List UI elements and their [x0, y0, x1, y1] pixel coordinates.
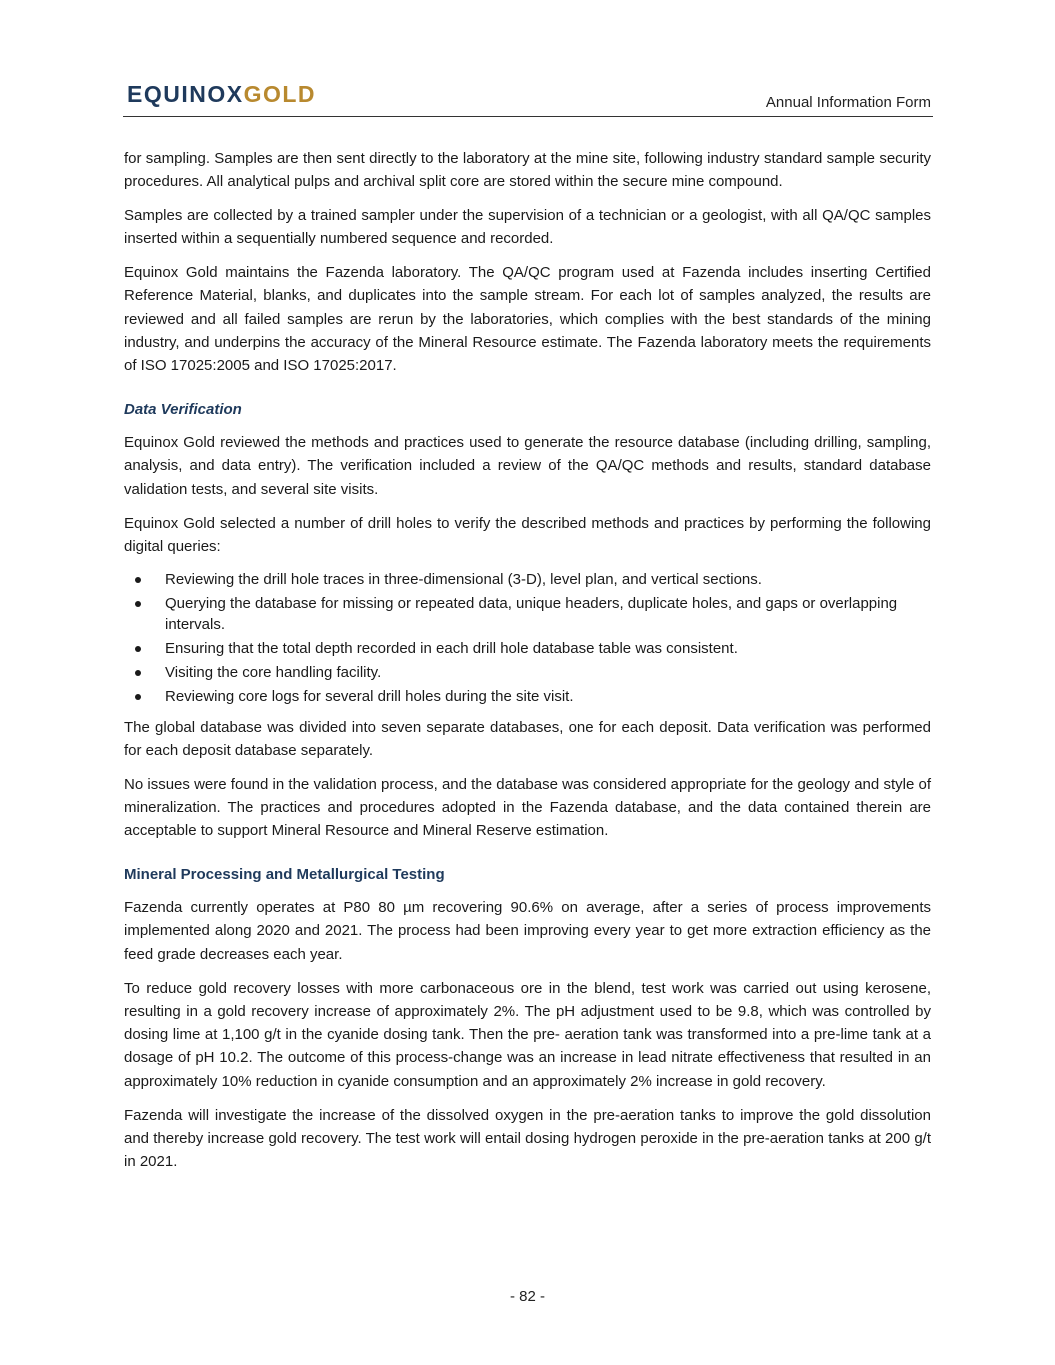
logo-text-part1: EQUINOX	[127, 81, 244, 107]
paragraph: Equinox Gold reviewed the methods and practices used to generate the resource database (including drilling, sampling, analysis, and data entry). The verification included a review of the QA/QC methods and results, standard database validation tests, and several site visits.	[124, 434, 931, 498]
list-item-text: Reviewing the drill hole traces in three-dimensional (3-D), level plan, and vertical sections.	[165, 570, 762, 588]
paragraph: The global database was divided into seven separate databases, one for each deposit. Data verification was performed for each deposit database separately.	[124, 718, 931, 759]
bullet-icon	[135, 577, 141, 583]
paragraph: To reduce gold recovery losses with more carbonaceous ore in the blend, test work was carried out using kerosene, resulting in a gold recovery increase of approximately 2%. The pH adjustment used to be 9.8, which was controlled by dosing lime at 1,100 g/t in the cyanide dosing tank. Then the pre- aeration tank was transformed into a pre-lime tank at a dosage of pH 10.2. The outcome of this process-change was an increase in lead nitrate effectiveness that resulted in an approximately 10% reduction in cyanide consumption and an approximately 2% increase in gold recovery.	[124, 979, 931, 1090]
page-header	[123, 80, 933, 117]
paragraph: Fazenda currently operates at P80 80 µm recovering 90.6% on average, after a series of process improvements implemented along 2020 and 2021. The process had been improving every year to get more extraction efficiency as the feed grade decreases each year.	[124, 899, 931, 963]
document-title: Annual Information Form	[765, 94, 931, 111]
paragraph: Fazenda will investigate the increase of the dissolved oxygen in the pre-aeration tanks to improve the gold dissolution and thereby increase gold recovery. The test work will entail dosing hydrogen peroxide in the pre-aeration tanks at 200 g/t in 2021.	[124, 1106, 931, 1171]
company-logo	[127, 80, 316, 108]
paragraph: Equinox Gold selected a number of drill holes to verify the described methods and practices by performing the following digital queries:	[124, 514, 931, 555]
bullet-icon	[135, 694, 141, 700]
list-item-text: Querying the database for missing or repeated data, unique headers, duplicate holes, and gaps or overlapping intervals.	[165, 594, 898, 633]
paragraph: for sampling. Samples are then sent directly to the laboratory at the mine site, following industry standard sample security procedures. All analytical pulps and archival split core are stored within the secure mine compound.	[124, 150, 931, 191]
list-item-text: Visiting the core handling facility.	[165, 663, 382, 681]
list-item	[124, 569, 931, 590]
paragraph: No issues were found in the validation process, and the database was considered appropriate for the geology and style of mineralization. The practices and procedures adopted in the Fazenda database, and the data contained therein are acceptable to support Mineral Resource and Mineral Reserve estimation.	[124, 775, 931, 840]
list-item	[124, 662, 931, 683]
page-content	[124, 147, 931, 1184]
list-item	[124, 686, 931, 707]
bullet-icon	[135, 601, 141, 607]
paragraph: Samples are collected by a trained sampler under the supervision of a technician or a geologist, with all QA/QC samples inserted within a sequentially numbered sequence and recorded.	[124, 207, 931, 248]
bullet-icon	[135, 670, 141, 676]
list-item	[124, 593, 931, 635]
logo-text-part2: GOLD	[243, 81, 317, 107]
query-bullet-list	[124, 569, 931, 707]
section-heading-mineral-processing: Mineral Processing and Metallurgical Testing	[124, 865, 445, 883]
paragraph: Equinox Gold maintains the Fazenda laboratory. The QA/QC program used at Fazenda includes inserting Certified Reference Material, blanks, and duplicates into the sample stream. For each lot of samples analyzed, the results are reviewed and all failed samples are rerun by the laboratories, which complies with the best standards of the mining industry, and underpins the accuracy of the Mineral Resource estimate. The Fazenda laboratory meets the requirements of ISO 17025:2005 and ISO 17025:2017.	[124, 264, 931, 375]
list-item-text: Reviewing core logs for several drill holes during the site visit.	[165, 687, 574, 705]
bullet-icon	[135, 646, 141, 652]
section-heading-data-verification: Data Verification	[124, 400, 242, 418]
list-item	[124, 638, 931, 659]
page-number: - 82 -	[509, 1288, 545, 1305]
list-item-text: Ensuring that the total depth recorded in each drill hole database table was consistent.	[165, 639, 738, 657]
